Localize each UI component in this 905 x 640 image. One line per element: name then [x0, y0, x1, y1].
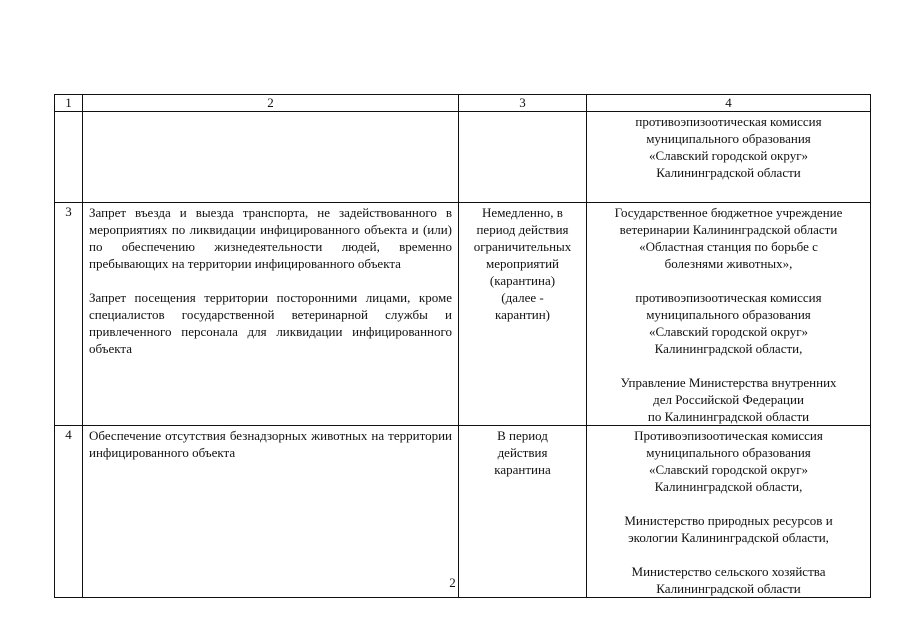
responsible-line: Калининградской области,	[654, 479, 803, 494]
term-line: карантина	[494, 462, 551, 477]
responsible-line: «Славский городской округ»	[648, 324, 809, 339]
responsible-line: «Славский городской округ»	[648, 148, 809, 163]
row-number	[55, 112, 83, 203]
responsible-line: муниципального образования	[646, 445, 811, 460]
header-row	[55, 95, 871, 112]
responsible-line: муниципального образования	[646, 131, 811, 146]
responsible-line: Управление Министерства внутренних	[620, 375, 837, 390]
responsible-line: муниципального образования	[646, 307, 811, 322]
header-col-3: 3	[459, 95, 587, 112]
event-paragraph: Запрет посещения территории посторонними лицами, кроме специалистов государственной ветеринарной службы и привлеченного персонала для ликвидации инфицированного объекта	[89, 290, 452, 356]
term-line: В период	[497, 428, 548, 443]
responsible-line: Министерство сельского хозяйства	[631, 564, 826, 579]
event-cell	[83, 112, 459, 203]
responsible-line: противоэпизоотическая комиссия	[635, 290, 822, 305]
responsible-line: дел Российской Федерации	[653, 392, 804, 407]
page-number: 2	[449, 575, 456, 590]
term-line: ограничительных	[473, 239, 572, 254]
event-paragraph: Обеспечение отсутствия безнадзорных животных на территории инфицированного объекта	[89, 428, 452, 460]
event-cell	[83, 426, 459, 598]
responsible-line: по Калининградской области	[647, 409, 810, 424]
measures-table	[54, 94, 871, 598]
responsible-line: Противоэпизоотическая комиссия	[634, 428, 823, 443]
header-col-2: 2	[83, 95, 459, 112]
responsible-line: противоэпизоотическая комиссия	[635, 114, 822, 129]
term-line: Немедленно, в	[482, 205, 563, 220]
table-row-3	[55, 203, 871, 426]
header-col-1: 1	[55, 95, 83, 112]
responsible-line: «Областная станция по борьбе с	[639, 239, 818, 254]
row-number: 3	[55, 203, 83, 426]
responsible-line: «Славский городской округ»	[648, 462, 809, 477]
responsible-line: ветеринарии Калининградской области	[619, 222, 838, 237]
responsible-line: болезнями животных»,	[664, 256, 793, 271]
responsible-line: Государственное бюджетное учреждение	[614, 205, 843, 220]
responsible-line: Калининградской области	[656, 165, 801, 180]
responsible-line: Калининградской области,	[654, 341, 803, 356]
term-line: мероприятий	[486, 256, 559, 271]
term-cell	[459, 112, 587, 203]
term-line: (далее -	[501, 290, 544, 305]
event-cell	[83, 203, 459, 426]
responsible-cell	[587, 426, 871, 598]
row-number: 4	[55, 426, 83, 598]
event-paragraph: Запрет въезда и выезда транспорта, не задействованного в мероприятиях по ликвидации инфицированного объекта и (или) по обеспечению жизнедеятельности людей, временно пребывающих на территории инфицированного объекта	[89, 205, 452, 271]
responsible-line: экологии Калининградской области,	[628, 530, 829, 545]
table-body	[55, 95, 871, 598]
responsible-cell	[587, 203, 871, 426]
term-line: период действия	[476, 222, 569, 237]
table-row-4	[55, 426, 871, 598]
term-cell	[459, 426, 587, 598]
term-line: (карантина)	[489, 273, 556, 288]
responsible-line: Министерство природных ресурсов и	[624, 513, 833, 528]
responsible-cell	[587, 112, 871, 203]
term-line: действия	[497, 445, 548, 460]
term-line: карантин)	[494, 307, 551, 322]
responsible-line: Калининградской области	[656, 581, 801, 596]
table-row-continuation	[55, 112, 871, 203]
term-cell	[459, 203, 587, 426]
header-col-4: 4	[587, 95, 871, 112]
